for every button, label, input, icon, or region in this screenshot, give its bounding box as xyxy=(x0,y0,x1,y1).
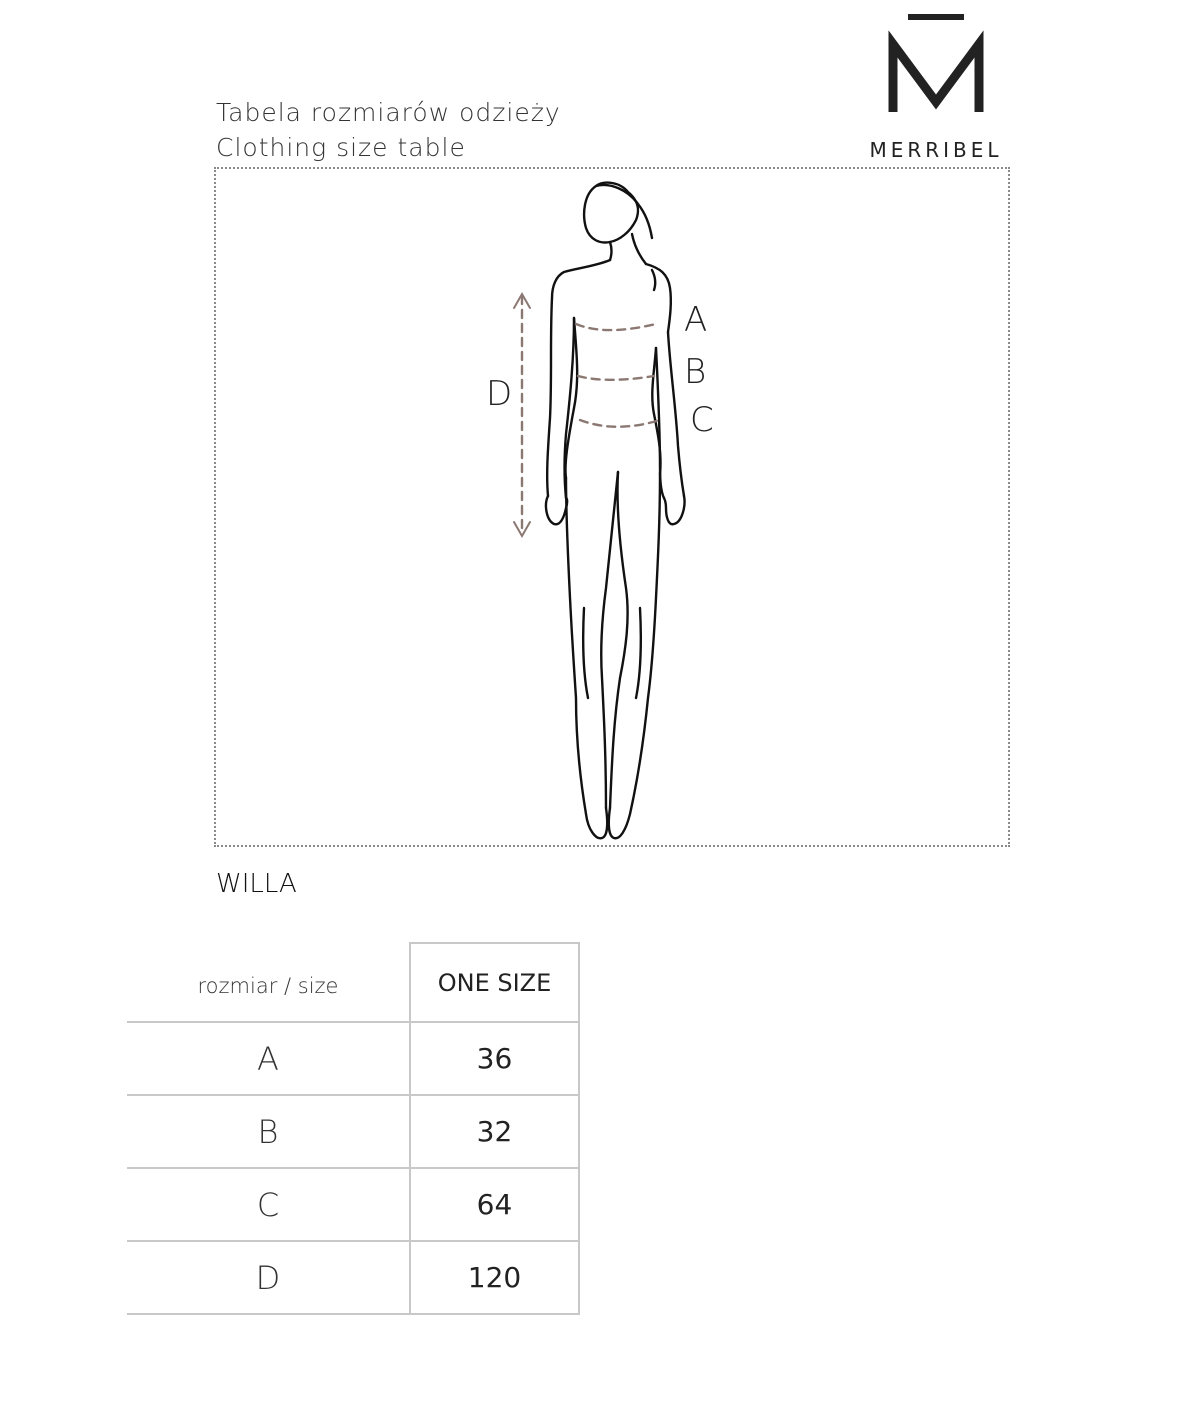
size-table-header xyxy=(127,943,579,1022)
size-row-value: 36 xyxy=(410,1022,579,1095)
size-row-label: C xyxy=(127,1168,410,1241)
table-row xyxy=(127,1022,579,1095)
table-row xyxy=(127,1168,579,1241)
figure-label-c: C xyxy=(690,400,714,440)
page-title-pl: Tabela rozmiarów odzieży xyxy=(216,98,561,127)
size-row-value: 120 xyxy=(410,1241,579,1314)
figure-label-b: B xyxy=(684,352,707,392)
table-row xyxy=(127,1095,579,1168)
size-header-value: ONE SIZE xyxy=(410,943,579,1022)
page-title-en: Clothing size table xyxy=(216,133,466,162)
merribel-m-logo-icon xyxy=(888,14,984,114)
size-row-label: A xyxy=(127,1022,410,1095)
figure-label-a: A xyxy=(684,300,708,340)
brand-name: MERRIBEL xyxy=(869,138,1003,162)
size-row-value: 64 xyxy=(410,1168,579,1241)
size-row-label: B xyxy=(127,1095,410,1168)
product-name: WILLA xyxy=(216,869,297,899)
female-silhouette-icon xyxy=(470,178,730,848)
size-table xyxy=(127,942,580,1315)
brand-logo xyxy=(858,14,1014,162)
table-row xyxy=(127,1241,579,1314)
figure-label-d: D xyxy=(486,374,513,414)
size-row-value: 32 xyxy=(410,1095,579,1168)
size-header-label: rozmiar / size xyxy=(197,974,339,998)
size-row-label: D xyxy=(127,1241,410,1314)
